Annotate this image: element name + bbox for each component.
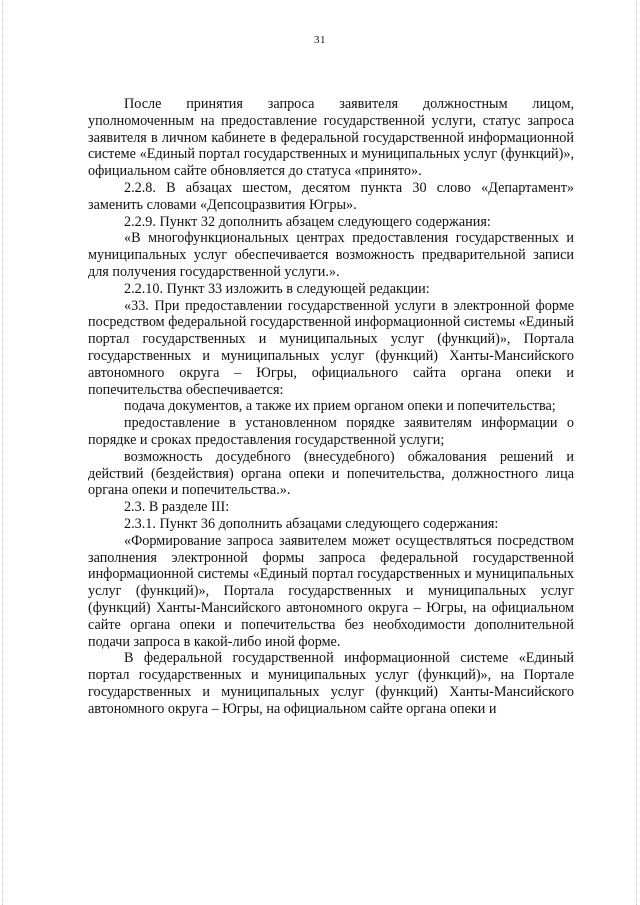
scan-edge-right — [636, 0, 638, 905]
paragraph-item-33: «33. При предоставлении государственной услуги в электронной форме посредством федеральной государственной информационной системы «Единый портал государственных и муниципальных услуг (функций)», Портала государственных и муниципальных услуг (функций) Ханты-Мансийского автономного округа – Югры, официального сайта органа опеки и попечительства обеспечивается: — [88, 297, 574, 398]
paragraph-status-update: После принятия запроса заявителя должностным лицом, уполномоченным на предоставление государственной услуги, статус запроса заявителя в личном кабинете в федеральной государственной информационной системе «Единый портал государственных и муниципальных услуг (функций)», официальном сайте обновляется до статуса «принято». — [88, 96, 574, 180]
paragraph-2-2-10: 2.2.10. Пункт 33 изложить в следующей редакции: — [124, 280, 430, 297]
paragraph-mfc-quote: «В многофункциональных центрах предоставления государственных и муниципальных услуг обеспечивается возможность предварительной записи для получения государственной услуги.». — [88, 230, 574, 280]
paragraph-federal-system: В федеральной государственной информационной системе «Единый портал государственных и муниципальных услуг (функций)», на Портале государственных и муниципальных услуг (функций) Ханты-Мансийского автономного округа – Югры, на официальном сайте органа опеки и — [88, 650, 574, 717]
paragraph-request-forming: «Формирование запроса заявителем может осуществляться посредством заполнения электронной формы запроса федеральной государственной информационной системы «Единый портал государственных и муниципальных услуг (функций)», Портала государственных и муниципальных услуг (функций) Ханты-Мансийского автономного округа – Югры, на официальном сайте органа опеки и попечительства без необходимости дополнительной подачи запроса в какой-либо иной форме. — [88, 532, 574, 650]
page-number: 31 — [314, 34, 326, 46]
paragraph-2-3-1: 2.3.1. Пункт 36 дополнить абзацами следующего содержания: — [124, 515, 499, 532]
paragraph-2-3: 2.3. В разделе III: — [124, 499, 230, 516]
paragraph-information: предоставление в установленном порядке заявителям информации о порядке и сроках предоставления государственной услуги; — [88, 415, 574, 448]
document-body — [88, 96, 574, 717]
scan-edge-left — [2, 0, 4, 905]
paragraph-2-2-9: 2.2.9. Пункт 32 дополнить абзацем следующего содержания: — [124, 213, 491, 230]
paragraph-appeal: возможность досудебного (внесудебного) обжалования решений и действий (бездействия) органа опеки и попечительства, должностного лица органа опеки и попечительства.». — [88, 448, 574, 499]
paragraph-2-2-8: 2.2.8. В абзацах шестом, десятом пункта 30 слово «Департамент» заменить словами «Депсоцразвития Югры». — [88, 179, 574, 213]
paragraph-submission: подача документов, а также их прием органом опеки и попечительства; — [124, 398, 556, 415]
